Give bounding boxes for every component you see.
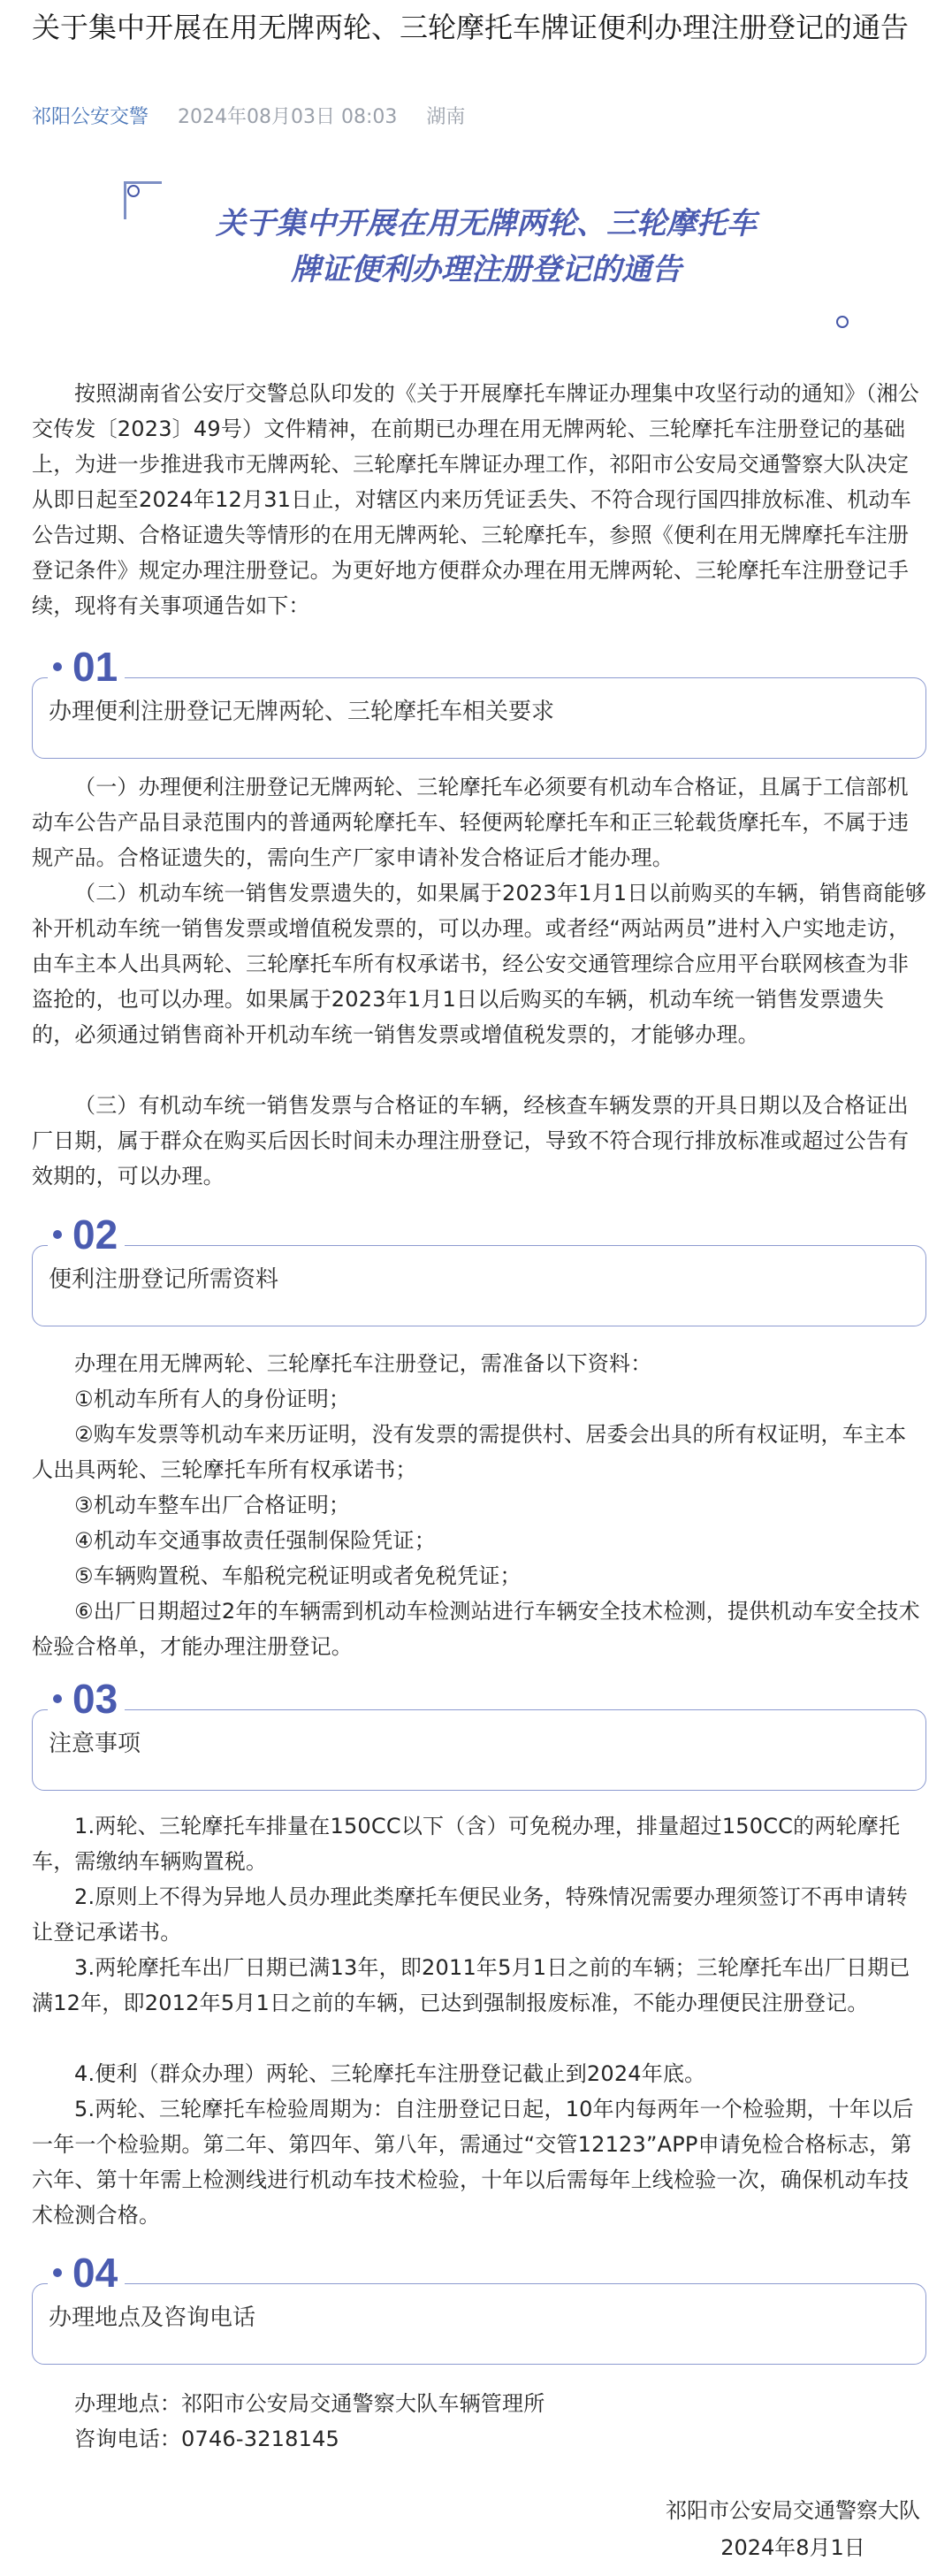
- signoff-date: 2024年8月1日: [720, 2535, 865, 2560]
- banner-heading-line1: 关于集中开展在用无牌两轮、三轮摩托车: [216, 206, 757, 241]
- publish-datetime: 2024年08月03日 08:03: [178, 106, 398, 128]
- article-meta: [32, 104, 488, 131]
- section-03-item-4: 4.便利（群众办理）两轮、三轮摩托车注册登记截止到2024年底。: [74, 2061, 706, 2086]
- section-01-para-1: （一）办理便利注册登记无牌两轮、三轮摩托车必须要有机动车合格证，且属于工信部机动车公告产品目录范围内的普通两轮摩托车、轻便两轮摩托车和正三轮载货摩托车，不属于违规产品。合格证遗失的，需向生产厂家申请补发合格证后才能办理。: [32, 775, 910, 870]
- banner-heading: [124, 201, 849, 293]
- account-link[interactable]: 祁阳公安交警: [32, 106, 149, 128]
- section-01-para-2: （二）机动车统一销售发票遗失的，如果属于2023年1月1日以前购买的车辆，销售商能够补开机动车统一销售发票或增值税发票的，可以办理。或者经“两站两员”进村入户实地走访，由车主本人出具两轮、三轮摩托车所有权承诺书，经公安交通管理综合应用平台联网核查为非盗抢的，也可以办理。如果属于2023年1月1日以后购买的车辆，机动车统一销售发票遗失的，必须通过销售商补开机动车统一销售发票或增值税发票的，才能够办理。: [32, 881, 927, 1047]
- section-03-item-1: 1.两轮、三轮摩托车排量在150CC以下（含）可免税办理，排量超过150CC的两轮摩托车，需缴纳车辆购置税。: [32, 1814, 901, 1874]
- section-03-label: 注意事项: [49, 1731, 141, 1757]
- section-01-number: 01: [48, 647, 125, 686]
- intro-paragraph: 按照湖南省公安厅交警总队印发的《关于开展摩托车牌证办理集中攻坚行动的通知》（湘公交传发〔2023〕49号）文件精神，在前期已办理在用无牌两轮、三轮摩托车注册登记的基础上，为进一步推进我市无牌两轮、三轮摩托车牌证办理工作，祁阳市公安局交通警察大队决定从即日起至2024年12月31日止，对辖区内来历凭证丢失、不符合现行国四排放标准、机动车公告过期、合格证遗失等情形的在用无牌两轮、三轮摩托车，参照《便利在用无牌摩托车注册登记条件》规定办理注册登记。为更好地方便群众办理在用无牌两轮、三轮摩托车注册登记手续，现将有关事项通告如下：: [32, 381, 919, 618]
- section-02-para-1: 办理在用无牌两轮、三轮摩托车注册登记，需准备以下资料：: [74, 1351, 652, 1376]
- bullet-dot: [53, 1230, 62, 1239]
- article-title: 关于集中开展在用无牌两轮、三轮摩托车牌证便利办理注册登记的通告: [32, 11, 910, 44]
- section-02-para-2: ①机动车所有人的身份证明；: [74, 1387, 351, 1411]
- section-02-para-7: ⑥出厂日期超过2年的车辆需到机动车检测站进行车辆安全技术检测，提供机动车安全技术检验合格单，才能办理注册登记。: [32, 1599, 920, 1659]
- notice-banner: [124, 181, 849, 323]
- signoff-org: 祁阳市公安局交通警察大队: [666, 2498, 920, 2523]
- section-01-para-3: （三）有机动车统一销售发票与合格证的车辆，经核查车辆发票的开具日期以及合格证出厂日期，属于群众在购买后因长时间未办理注册登记，导致不符合现行排放标准或超过公告有效期的，可以办理。: [32, 1093, 910, 1189]
- section-02-para-5: ④机动车交通事故责任强制保险凭证；: [74, 1528, 436, 1553]
- bullet-dot: [53, 662, 62, 671]
- banner-heading-line2: 牌证便利办理注册登记的通告: [291, 252, 682, 287]
- section-02-para-4: ③机动车整车出厂合格证明；: [74, 1493, 351, 1517]
- bullet-dot: [53, 2268, 62, 2277]
- consult-phone[interactable]: 咨询电话：0746-3218145: [74, 2427, 340, 2451]
- banner-dot-decoration: [836, 316, 849, 328]
- publish-location: 湖南: [426, 106, 466, 128]
- bullet-dot: [53, 1694, 62, 1703]
- section-01-box: [32, 677, 926, 759]
- section-02-label: 便利注册登记所需资料: [49, 1266, 279, 1293]
- section-02-para-6: ⑤车辆购置税、车船税完税证明或者免税凭证；: [74, 1563, 522, 1588]
- section-03-item-2: 2.原则上不得为异地人员办理此类摩托车便民业务，特殊情况需要办理须签订不再申请转让登记承诺书。: [32, 1884, 908, 1945]
- section-03-item-3: 3.两轮摩托车出厂日期已满13年，即2011年5月1日之前的车辆；三轮摩托车出厂日期已满12年，即2012年5月1日之前的车辆，已达到强制报废标准，不能办理便民注册登记。: [32, 1955, 910, 2015]
- banner-dot-decoration: [127, 185, 140, 197]
- section-03-number: 03: [48, 1679, 125, 1718]
- signoff-block: [666, 2492, 920, 2566]
- section-02-box: [32, 1245, 926, 1326]
- section-04-number: 04: [48, 2253, 125, 2292]
- section-03-item-5: 5.两轮、三轮摩托车检验周期为：自注册登记日起，10年内每两年一个检验期，十年以后一年一个检验期。第二年、第四年、第八年，需通过“交管12123”APP申请免检合格标志，第六年、第十年需上检测线进行机动车技术检验，十年以后需每年上线检验一次，确保机动车技术检测合格。: [32, 2097, 914, 2228]
- office-address: 办理地点：祁阳市公安局交通警察大队车辆管理所: [74, 2391, 545, 2416]
- section-02-number: 02: [48, 1215, 125, 1254]
- section-02-para-3: ②购车发票等机动车来历证明，没有发票的需提供村、居委会出具的所有权证明，车主本人出具两轮、三轮摩托车所有权承诺书；: [32, 1422, 907, 1482]
- section-01-label: 办理便利注册登记无牌两轮、三轮摩托车相关要求: [49, 699, 555, 725]
- section-04-label: 办理地点及咨询电话: [49, 2305, 256, 2331]
- section-04-box: [32, 2283, 926, 2365]
- section-03-box: [32, 1709, 926, 1791]
